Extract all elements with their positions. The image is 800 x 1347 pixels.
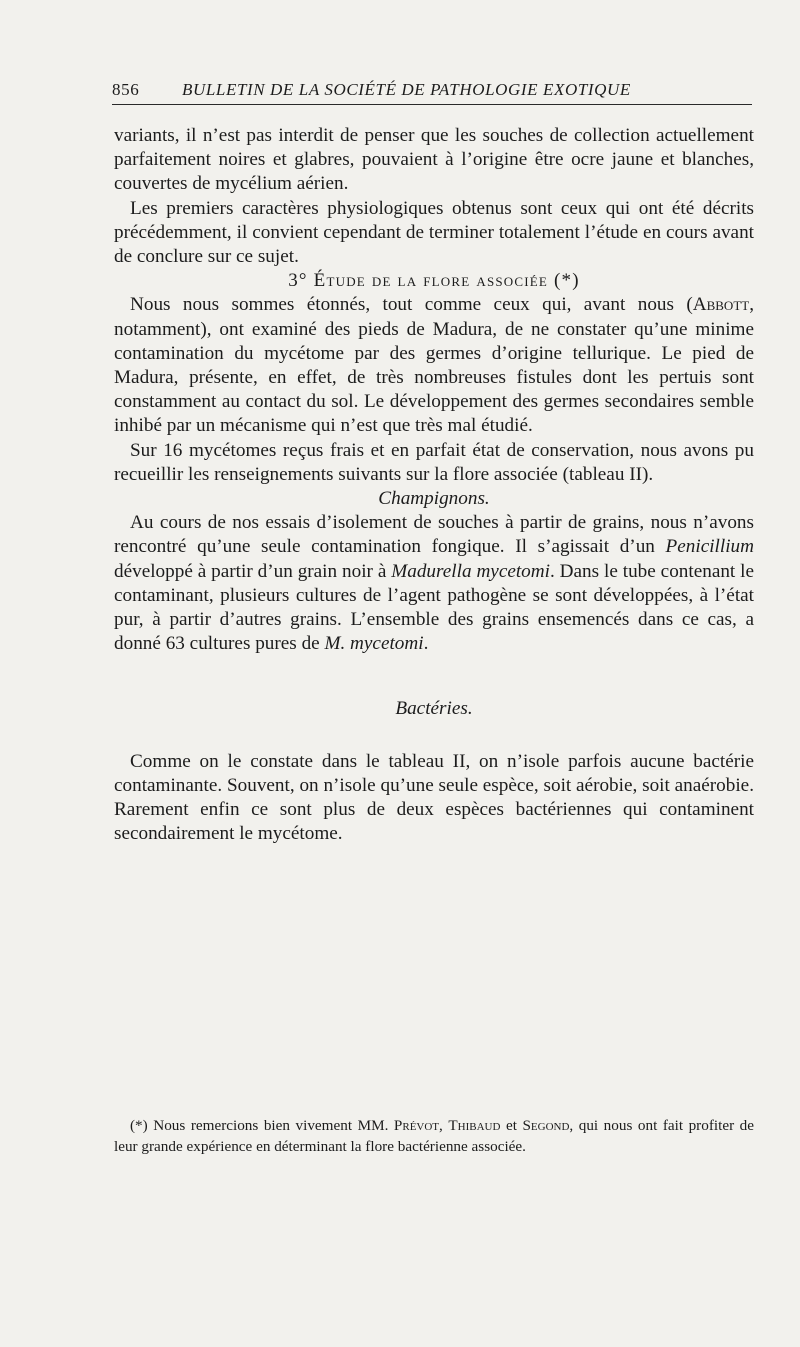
footnote xyxy=(114,1116,754,1157)
journal-title: BULLETIN DE LA SOCIÉTÉ DE PATHOLOGIE EXOTIQUE xyxy=(182,80,631,99)
paragraph-5-part-c: . Dans le tube contenant le contaminant, plusieurs cultures de l’agent pathogène se sont développées, à l’état pur, à partir d’autres grains. L’ensemble des grains ensemencés dans ce cas, a donné 63 cultures pures de xyxy=(114,560,755,655)
subheading-bacteries: Bactéries. xyxy=(395,698,473,720)
footnote-text xyxy=(114,1116,754,1157)
main-text xyxy=(114,124,754,846)
paragraph-3-part-a: Nous nous sommes étonnés, tout comme ceux qui, avant nous ( xyxy=(130,294,693,316)
paragraph-3-part-b: , notamment), ont examiné des pieds de Madura, de ne constater qu’une minime contamination du mycétome par des germes d’origine tellurique. Le pied de Madura, présente, en effet, de très nombreuses fistules dont les pertuis sont constamment au contact du sol. Le développement des germes secondaires semble inhibé par un mécanisme qui n’est que très mal étudié. xyxy=(114,294,754,437)
paragraph-6: Comme on le constate dans le tableau II, on n’isole parfois aucune bactérie contaminante. Souvent, on n’isole qu’une seule espèce, soit aérobie, soit anaérobie. Rarement enfin ce sont plus de deux espèces bactériennes qui contaminent secondairement le mycétome. xyxy=(114,750,754,845)
footnote-part-b: , qui nous ont fait profiter de leur grande expérience en déterminant la flore bactérienne associée. xyxy=(114,1117,754,1155)
genus-name: Penicillium xyxy=(665,536,754,558)
paragraph-5-part-b: développé à partir d’un grain noir à xyxy=(114,560,392,582)
paragraph-4: Sur 16 mycétomes reçus frais et en parfait état de conservation, nous avons pu recueillir les renseignements suivants sur la flore associée (tableau II). xyxy=(114,439,754,485)
footnote-sep-1: , xyxy=(439,1117,449,1134)
paragraph-5 xyxy=(114,511,754,656)
section-footnote-mark: (*) xyxy=(554,270,580,292)
section-number: 3° xyxy=(288,270,308,292)
footnote-mark: (*) xyxy=(130,1117,148,1134)
footnote-sep-2: et xyxy=(500,1117,523,1134)
paragraph-5-part-d: . xyxy=(423,633,429,655)
paragraph-3 xyxy=(114,293,754,438)
footnote-name-2: Thibaud xyxy=(448,1117,501,1134)
page-number: 856 xyxy=(112,80,140,99)
paragraph-2: Les premiers caractères physiologiques obtenus sont ceux qui ont été décrits précédemment, il convient cependant de terminer totalement l’étude en cours avant de conclure sur ce sujet. xyxy=(114,197,754,268)
species-name-1: Madurella mycetomi xyxy=(391,560,550,582)
paragraph-5-part-a: Au cours de nos essais d’isolement de souches à partir de grains, nous n’avons rencontré qu’une seule contamination fongique. Il s’agissait d’un xyxy=(114,512,754,558)
paragraph-1: variants, il n’est pas interdit de penser que les souches de collection actuellement parfaitement noires et glabres, pouvaient à l’origine être ocre jaune et blanches, couvertes de mycélium aérien. xyxy=(114,125,754,195)
author-name: Abbott xyxy=(692,294,750,316)
section-title: Étude de la flore associée xyxy=(313,270,549,292)
section-heading xyxy=(114,269,754,293)
footnote-name-1: Prévot xyxy=(393,1117,440,1134)
species-name-2: M. mycetomi xyxy=(324,633,424,655)
header-rule xyxy=(112,104,752,105)
running-header xyxy=(112,80,752,100)
subheading-champignons: Champignons. xyxy=(378,488,490,510)
footnote-part-a: Nous remercions bien vivement MM. xyxy=(147,1117,394,1134)
footnote-name-3: Segond xyxy=(522,1117,570,1134)
